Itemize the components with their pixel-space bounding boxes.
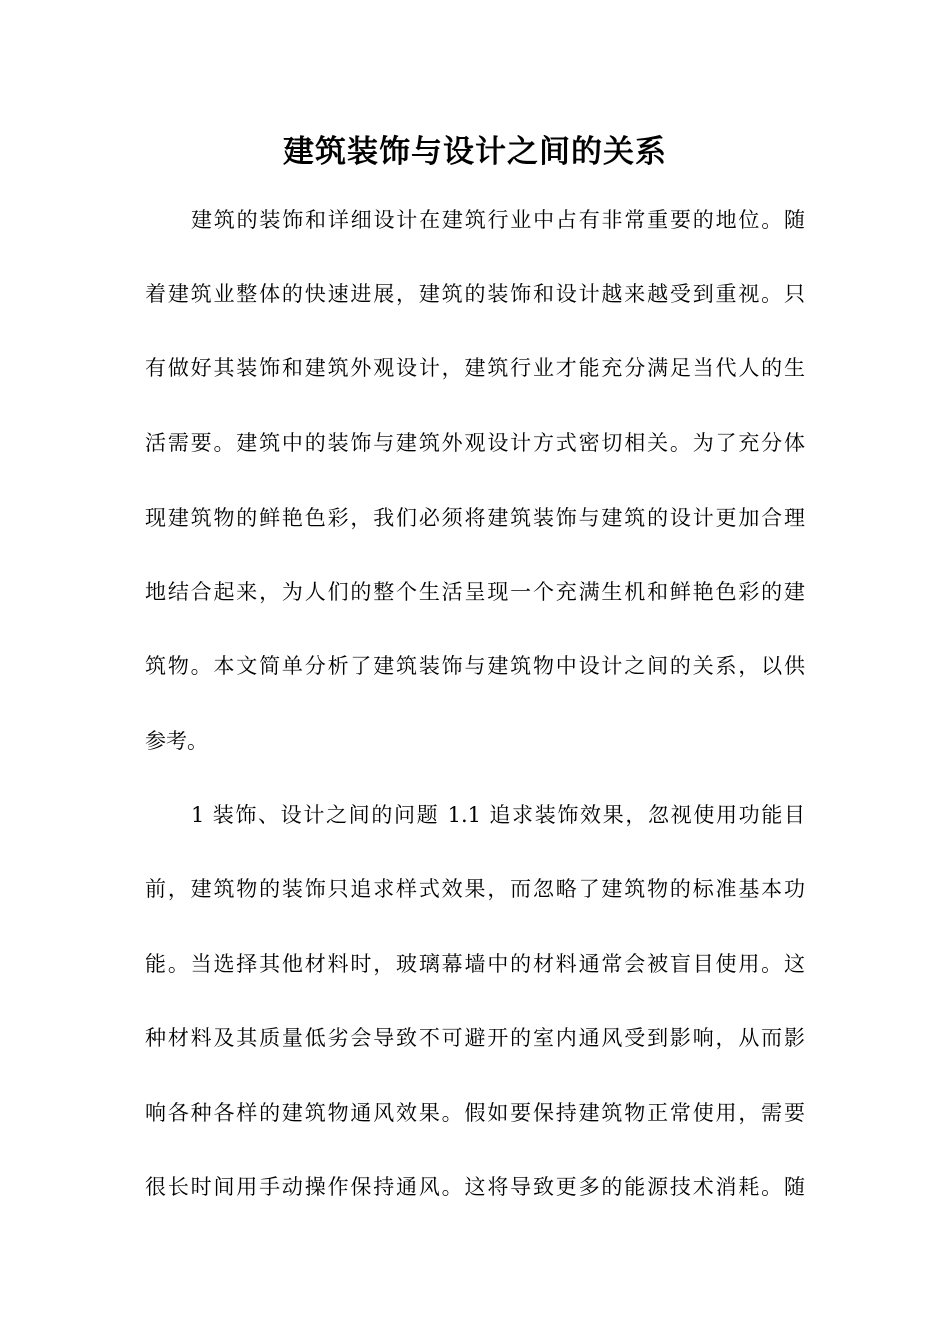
paragraph-line: 1 装饰、设计之间的问题 1.1 追求装饰效果，忽视使用功能目 bbox=[191, 803, 805, 827]
paragraph-line: 响各种各样的建筑物通风效果。假如要保持建筑物正常使用，需要 bbox=[145, 1101, 805, 1125]
paragraph-line: 筑物。本文简单分析了建筑装饰与建筑物中设计之间的关系，以供 bbox=[145, 654, 805, 678]
paragraph-line: 能。当选择其他材料时，玻璃幕墙中的材料通常会被盲目使用。这 bbox=[145, 952, 805, 976]
paragraph-line: 着建筑业整体的快速进展，建筑的装饰和设计越来越受到重视。只 bbox=[145, 282, 805, 306]
document-title: 建筑装饰与设计之间的关系 bbox=[283, 134, 667, 170]
paragraph-line: 建筑的装饰和详细设计在建筑行业中占有非常重要的地位。随 bbox=[191, 208, 805, 232]
paragraph-line: 活需要。建筑中的装饰与建筑外观设计方式密切相关。为了充分体 bbox=[145, 431, 805, 455]
paragraph-line: 前，建筑物的装饰只追求样式效果，而忽略了建筑物的标准基本功 bbox=[145, 877, 805, 901]
paragraph-line: 很长时间用手动操作保持通风。这将导致更多的能源技术消耗。随 bbox=[145, 1175, 805, 1199]
paragraph-line: 地结合起来，为人们的整个生活呈现一个充满生机和鲜艳色彩的建 bbox=[145, 580, 805, 604]
paragraph-line: 种材料及其质量低劣会导致不可避开的室内通风受到影响，从而影 bbox=[145, 1026, 805, 1050]
paragraph-line: 现建筑物的鲜艳色彩，我们必须将建筑装饰与建筑的设计更加合理 bbox=[145, 506, 805, 530]
paragraph-line: 有做好其装饰和建筑外观设计，建筑行业才能充分满足当代人的生 bbox=[145, 356, 805, 380]
paragraph-line: 参考。 bbox=[145, 729, 208, 753]
